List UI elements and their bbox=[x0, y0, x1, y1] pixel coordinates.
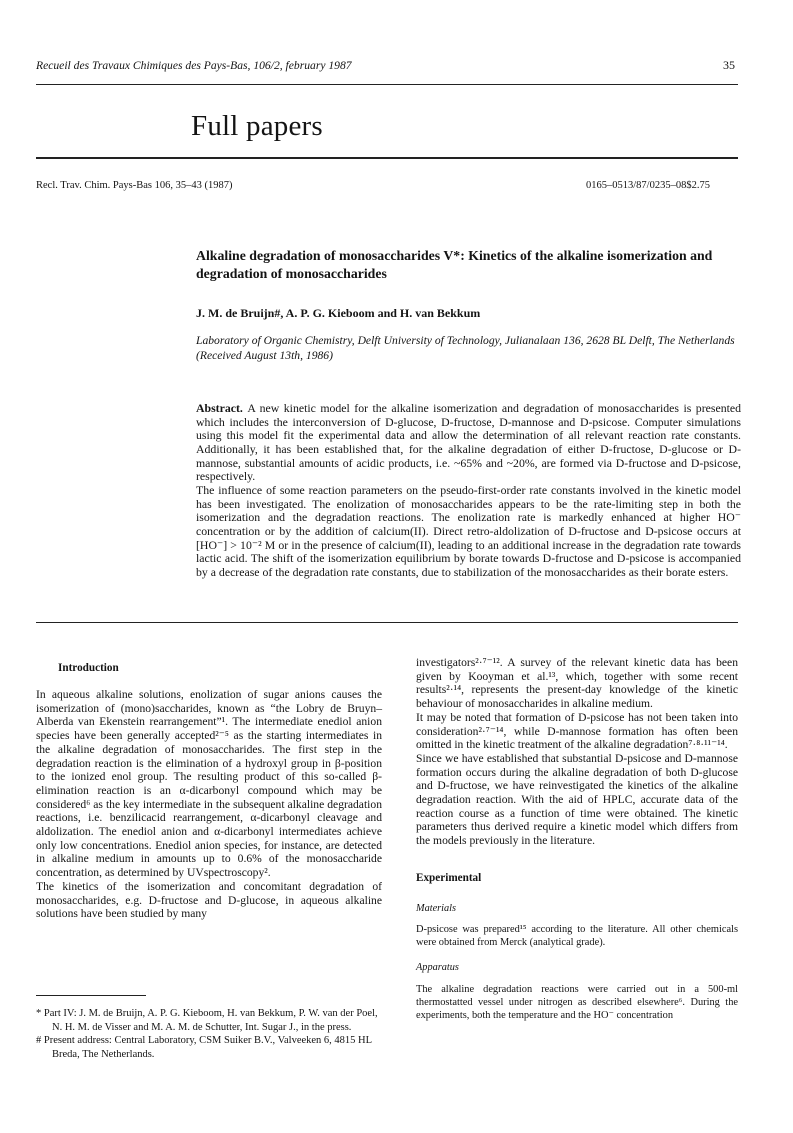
journal-header: Recueil des Travaux Chimiques des Pays-Bas, 106/2, february 1987 bbox=[36, 59, 352, 72]
header-rule bbox=[36, 84, 738, 85]
footnotes bbox=[36, 1007, 382, 1061]
right-column bbox=[416, 656, 738, 1022]
introduction-heading: Introduction bbox=[58, 662, 119, 674]
section-rule bbox=[36, 157, 738, 159]
intro-paragraph-4: It may be noted that formation of D-psicose has not been taken into consideration²·⁷⁻¹⁴, while D-mannose formation has often been omitted in the kinetic treatment of the alkaline degradation⁷·⁸·¹¹⁻¹⁴. bbox=[416, 710, 738, 752]
footnote-rule bbox=[36, 995, 146, 996]
footnote-address: # Present address: Central Laboratory, CSM Suiker B.V., Valveeken 6, 4815 HL Breda, The Netherlands. bbox=[36, 1035, 372, 1060]
article-title: Alkaline degradation of monosaccharides V*: Kinetics of the alkaline isomerization and degradation of monosaccharides bbox=[196, 248, 713, 281]
intro-paragraph-5: Since we have established that substantial D-psicose and D-mannose formation occurs during the alkaline degradation of both D-glucose and D-fructose, we have reinvestigated the kinetics of the alkaline degradation reaction. With the aid of HPLC, accurate data of the reaction course as a function of time were obtained. The kinetic parameters thus derived require a kinetic model which differs from the models previously in the literature. bbox=[416, 751, 738, 848]
intro-paragraph-3: investigators²·⁷⁻¹². A survey of the relevant kinetic data has been given by Kooyman et al.¹³, which, together with some recent results²·¹⁴, represents the present-day knowledge of the kinetic behaviour of monosaccharides in alkaline medium. bbox=[416, 656, 738, 711]
abstract bbox=[196, 402, 741, 580]
apparatus-heading: Apparatus bbox=[416, 962, 459, 974]
received-date: (Received August 13th, 1986) bbox=[196, 349, 333, 362]
abstract-label: Abstract. bbox=[196, 401, 243, 415]
abstract-paragraph-1: A new kinetic model for the alkaline isomerization and degradation of monosaccharides is presented which includes the interconversion of D-glucose, D-fructose, D-mannose and D-psicose. Computer simulations using this model fit the experimental data and allow the determination of all relevant reaction rate constants. Additionally, it has been established that, for the alkaline degradation of either D-fructose, D-glucose or D-mannose, substantial amounts of acidic products, i.e. ~65% and ~20%, are formed via D-fructose and D-psicose, respectively. bbox=[196, 401, 741, 484]
authors: J. M. de Bruijn#, A. P. G. Kieboom and H. van Bekkum bbox=[196, 306, 481, 320]
footnote-part-iv: * Part IV: J. M. de Bruijn, A. P. G. Kieboom, H. van Bekkum, P. W. van der Poel, N. H. M. de Visser and M. A. M. de Schutter, Int. Sugar J., in the press. bbox=[36, 1008, 378, 1033]
affiliation-block bbox=[196, 333, 756, 363]
experimental-heading: Experimental bbox=[416, 871, 482, 884]
intro-paragraph-2: The kinetics of the isomerization and concomitant degradation of monosaccharides, e.g. D-fructose and D-glucose, in aqueous alkaline solutions have been studied by many bbox=[36, 879, 382, 921]
materials-heading: Materials bbox=[416, 902, 457, 914]
abstract-rule bbox=[36, 622, 738, 623]
affiliation: Laboratory of Organic Chemistry, Delft University of Technology, Julianalaan 136, 2628 BL Delft, The Netherlands bbox=[196, 334, 735, 347]
page-number: 35 bbox=[723, 58, 735, 72]
intro-paragraph-1: In aqueous alkaline solutions, enolization of sugar anions causes the isomerization of (mono)saccharides, known as “the Lobry de Bruyn–Alberda van Ekenstein rearrangement”¹. The intermediate enediol anion species have been generally accepted²⁻⁵ as the starting intermediates in the alkaline degradation of monosaccharides. The first step in the degradation reaction is the elimination of a hydroxyl group in β-position to the ionized enol group. The resulting product of this so-called β-elimination reaction is an α-dicarbonyl compound which may be considered⁶ as the key intermediate in the subsequent alkaline degradation reactions, i.e. benzilicacid rearrangement, α-dicarbonyl cleavage and aldolization. The enediol anion and α-dicarbonyl intermediates achieve only low concentrations. Enediol anion species, for instance, are detected in alkaline medium in amounts up to 0.6% of the monosaccharide concentration, as determined by UVspectroscopy². bbox=[36, 688, 382, 880]
article-code: 0165–0513/87/0235–08$2.75 bbox=[586, 180, 710, 191]
materials-text: D-psicose was prepared¹⁵ according to the literature. All other chemicals were obtained from Merck (analytical grade). bbox=[416, 924, 738, 949]
abstract-paragraph-2: The influence of some reaction parameters on the pseudo-first-order rate constants involved in the kinetic model has been investigated. The enolization of monosaccharides appears to be the rate-limiting step in both the isomerization and the degradation reactions. The enolization rate is markedly enhanced at higher HO⁻ concentration or by the addition of calcium(II). Direct retro-aldolization of D-fructose and D-psicose occurs at [HO⁻] > 10⁻² M or in the presence of calcium(II), leading to an additional increase in the degradation rate towards lactic acid. The shift of the isomerization equilibrium by borate towards D-fructose and D-psicose is accompanied by a decrease of the degradation rate constants, due to stabilization of the monosaccharides as their borate esters. bbox=[196, 482, 741, 579]
apparatus-text: The alkaline degradation reactions were carried out in a 500-ml thermostatted vessel under nitrogen as described elsewhere⁶. During the experiments, both the temperature and the HO⁻ concentration bbox=[416, 983, 738, 1021]
citation-line: Recl. Trav. Chim. Pays-Bas 106, 35–43 (1987) bbox=[36, 180, 233, 191]
section-heading: Full papers bbox=[191, 110, 323, 142]
left-column bbox=[36, 662, 382, 921]
